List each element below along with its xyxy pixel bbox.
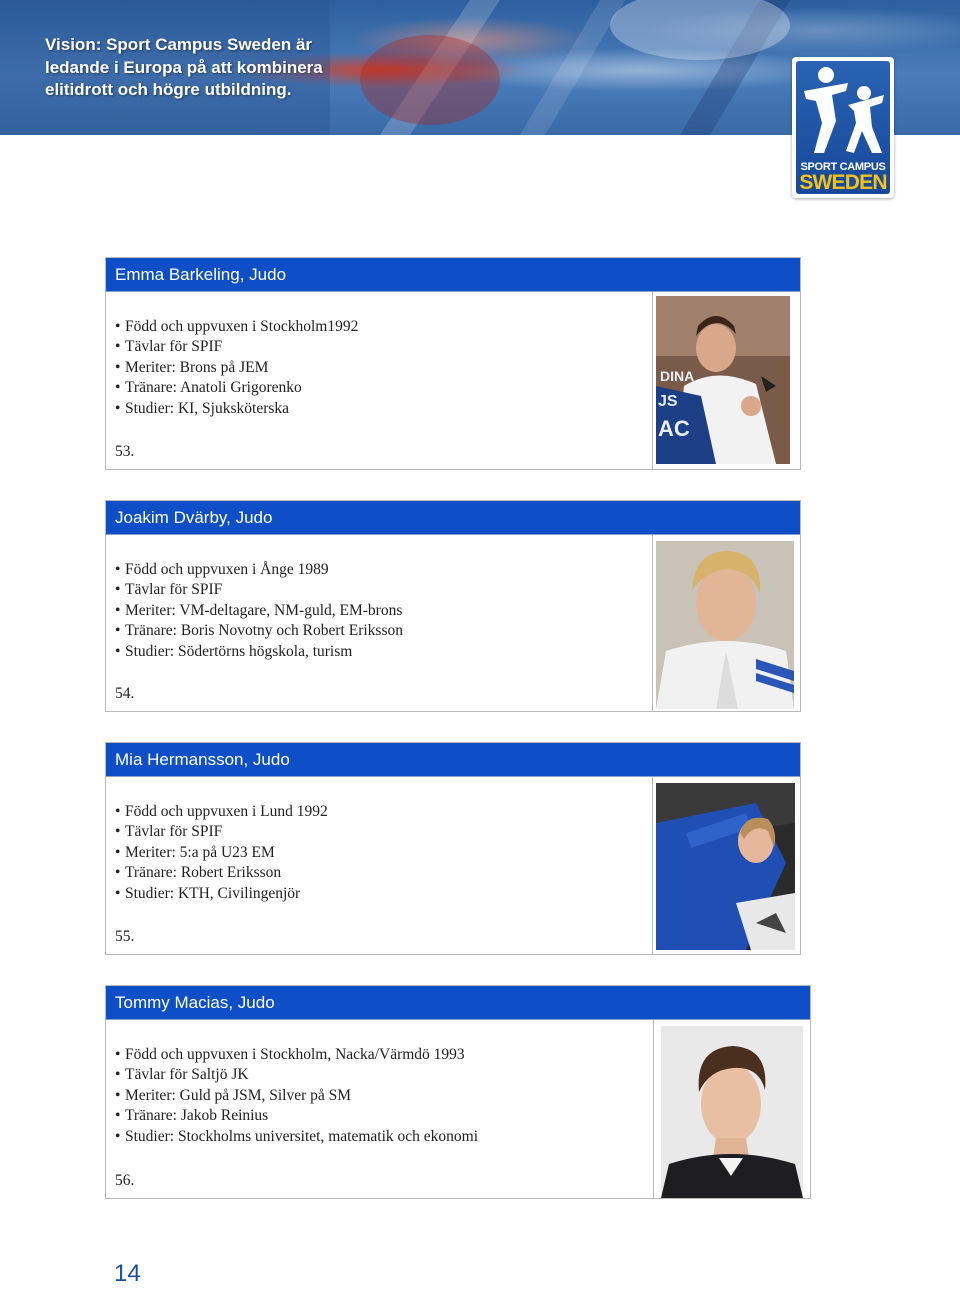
profile-card [105, 257, 801, 470]
fact-item: • Tränare: Boris Novotny och Robert Eriksson [115, 622, 403, 640]
athlete-photo [656, 296, 790, 464]
profile-details [106, 777, 653, 954]
fact-item: • Studier: Södertörns högskola, turism [115, 642, 353, 660]
profile-header [106, 986, 810, 1020]
sport-campus-sweden-logo [792, 57, 894, 198]
fact-item: • Född och uppvuxen i Ånge 1989 [115, 561, 329, 578]
fact-list [115, 560, 403, 662]
page-number: 14 [114, 1260, 141, 1287]
fact-item: • Född och uppvuxen i Stockholm, Nacka/Värmdö 1993 [115, 1046, 465, 1063]
profile-details [106, 1020, 654, 1198]
logo-text-sport-campus: SPORT CAMPUS [800, 161, 886, 173]
fact-list [115, 317, 358, 419]
fact-item: • Född och uppvuxen i Lund 1992 [115, 803, 328, 820]
fact-item: • Tävlar för SPIF [115, 823, 223, 841]
fact-item: • Tävlar för Saltjö JK [115, 1066, 249, 1084]
vision-line-1: Vision: Sport Campus Sweden är [45, 35, 313, 54]
vision-line-2: ledande i Europa på att kombinera [45, 57, 323, 77]
profile-number: 55. [115, 928, 135, 945]
athletes-silhouette-icon [796, 61, 890, 161]
athlete-photo [661, 1026, 803, 1198]
logo-text-sweden: SWEDEN [799, 171, 887, 194]
vision-statement [45, 34, 375, 102]
fact-item: • Meriter: Brons på JEM [115, 358, 269, 376]
fact-item: • Meriter: VM-deltagare, NM-guld, EM-brons [115, 601, 403, 619]
svg-text:JS: JS [658, 393, 678, 410]
svg-text:DINA: DINA [660, 368, 695, 384]
logo-panel [796, 61, 890, 194]
fact-item: • Studier: KTH, Civilingenjör [115, 884, 301, 902]
fact-item: • Tävlar för SPIF [115, 581, 223, 599]
profile-card [105, 742, 801, 955]
profile-header [106, 501, 800, 535]
fact-item: • Tränare: Jakob Reinius [115, 1107, 269, 1125]
fact-item: • Tävlar för SPIF [115, 338, 223, 356]
profile-header [106, 743, 800, 777]
fact-item: • Meriter: Guld på JSM, Silver på SM [115, 1086, 352, 1104]
profile-details [106, 535, 653, 711]
fact-item: • Studier: KI, Sjuksköterska [115, 399, 290, 417]
profile-details [106, 292, 653, 469]
profile-name: Tommy Macias, Judo [115, 993, 275, 1012]
profile-number: 54. [115, 685, 135, 702]
vision-line-3: elitidrott och högre utbildning. [45, 80, 292, 99]
fact-item: • Studier: Stockholms universitet, matematik och ekonomi [115, 1127, 479, 1145]
profile-header [106, 258, 800, 292]
fact-item: • Född och uppvuxen i Stockholm1992 [115, 318, 359, 335]
profile-number: 53. [115, 443, 135, 460]
athlete-photo [656, 541, 794, 709]
fact-item: • Meriter: 5:a på U23 EM [115, 843, 275, 861]
profile-name: Emma Barkeling, Judo [115, 265, 287, 284]
profile-number: 56. [115, 1172, 135, 1189]
profile-name: Joakim Dvärby, Judo [115, 508, 273, 527]
profile-name: Mia Hermansson, Judo [115, 750, 290, 769]
fact-list [115, 802, 328, 904]
svg-text:AC: AC [658, 416, 690, 441]
athlete-photo [656, 783, 795, 950]
fact-item: • Tränare: Anatoli Grigorenko [115, 379, 302, 397]
profile-card [105, 985, 811, 1199]
profile-card [105, 500, 801, 712]
fact-item: • Tränare: Robert Eriksson [115, 864, 282, 882]
fact-list [115, 1045, 478, 1147]
